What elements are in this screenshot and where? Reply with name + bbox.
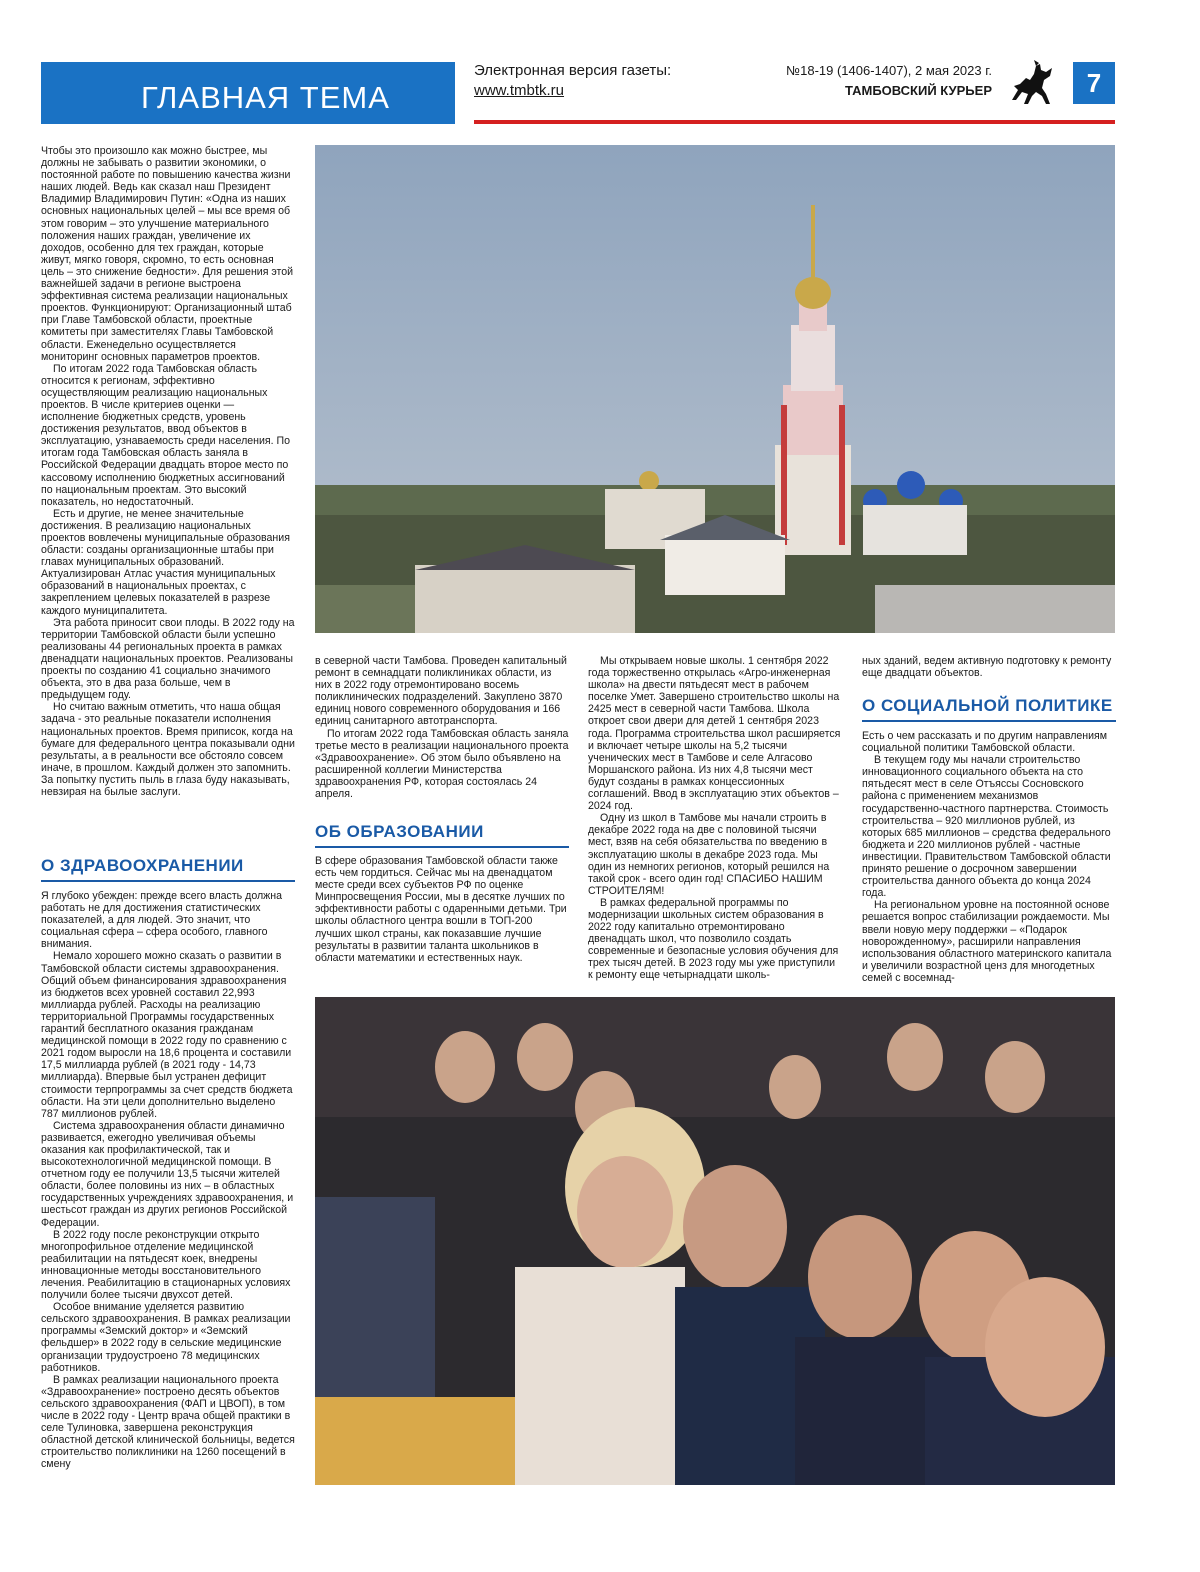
paragraph: Немало хорошего можно сказать о развитии в Тамбовской области системы здравоохранения. Общий объем финансирования здравоохранения из бюджетов всех уровней составил 22,993 миллиарда рублей. Расходы на реализацию территориальной Программы государственных гарантий бесплатного оказания гражданам медицинской помощи в 2022 году по сравнению с 2021 годом выросли на 18,6 процента и составили 17,5 миллиарда рублей (в 2021 году - 14,73 миллиарда). Впервые был устранен дефицит стоимости терпрограммы за счет средств бюджета области. На эти цели дополнительно выделено 787 миллионов рублей. (41, 950, 293, 1120)
paragraph: Есть о чем рассказать и по другим направлениям социальной политики Тамбовской области. (862, 730, 1108, 755)
paragraph: В сфере образования Тамбовской области также есть чем гордиться. Сейчас мы на двенадцатом месте среди всех субъектов РФ по оценке Минпросвещения России, мы в десятке лучших по эффективности работы с одаренными детьми. Три школы областного центра вошли в ТОП-200 лучших школ страны, как показавшие лучшие результаты в развитии таланта школьников в области математики и естественных наук. (315, 855, 567, 964)
column-4-education-end (862, 655, 1116, 685)
edition-info (474, 61, 671, 101)
paragraph: Особое внимание уделяется развитию сельского здравоохранения. В рамках реализации программы «Земский доктор» и «Земский фельдшер» в 2022 году в сельские медицинские организации трудоустроено 78 медицинских работников. (41, 1301, 291, 1374)
paragraph: Эта работа приносит свои плоды. В 2022 году на территории Тамбовской области были успешно реализованы 44 региональных проекта в рамках двенадцати национальных проектов. Реализованы проекты по созданию 41 социально значимого объекта, это в два раза больше, чем в предыдущем году. (41, 616, 295, 702)
edition-label: Электронная версия газеты: (474, 62, 672, 79)
paragraph: Я глубоко убежден: прежде всего власть должна работать не для достижения статистических показателей, а для людей. Это значит, что социальная сфера – сфера особого, главного внимания. (41, 890, 282, 951)
heading-rule (41, 880, 295, 882)
paragraph: В 2022 году после реконструкции открыто многопрофильное отделение медицинской реабилитации на пятьдесят коек, внедрены инновационные методы восстановительного лечения. Реабилитацию в стационарных условиях получили более тысячи двухсот детей. (41, 1228, 291, 1302)
audience-photo (315, 997, 1115, 1485)
paragraph: Одну из школ в Тамбове мы начали строить в декабре 2022 года на две с половиной тысячи мест, взяв на себя обязательства по введению в эксплуатацию школы в декабре 2023 года. Мы один из немногих регионов, который решился на такой срок - всего один год! СПАСИБО НАШИМ СТРОИТЕЛЯМ! (588, 812, 830, 897)
heading-rule (862, 720, 1116, 722)
column-2-healthcare (315, 655, 569, 805)
column-4-social (862, 730, 1116, 983)
issue-number: №18-19 (1406-1407), 2 мая 2023 г. (786, 63, 992, 78)
paragraph: По итогам 2022 года Тамбовская область относится к регионам, эффективно осуществляющим реализацию национальных проектов. В числе критериев оценки — исполнение бюджетных средств, уровень достижения результатов, ввод объектов в эксплуатацию, узнаваемость среди населения. По итогам года Тамбовская область заняла в Российской Федерации двадцать второе место по кассовому исполнению бюджетных ассигнований по национальным проектам. Это высокий показатель, но недостаточный. (41, 362, 291, 508)
paragraph: Но считаю важным отметить, что наша общая задача - это реальные показатели исполнения национальных проектов. Время приписок, когда на бумаге для федерального центра показывали одни результаты, а в реальности все обстояло совсем иначе, в прошлом. Каждый должен это запомнить. За попытку пустить пыль в глаза буду наказывать, невзирая на былые заслуги. (41, 701, 295, 798)
paragraph: Чтобы это произошло как можно быстрее, мы должны не забывать о развитии экономики, о постоянной работе по повышению качества жизни наших людей. Ведь как сказал наш Президент Владимир Владимирович Путин: «Одна из наших основных национальных целей – мы все время об этом говорим – это улучшение материального положения наших граждан, увеличение их доходов, особенно для тех граждан, которые живут, мягко говоря, скромно, то есть основная цель – это снижение бедности». Для решения этой важнейшей задачи в регионе выстроена эффективная система реализации национальных проектов. Функционируют: Организационный штаб при Главе Тамбовской области, проектные комитеты при заместителях Главы Тамбовской области. Еженедельно осуществляется мониторинг основных параметров проектов. (41, 145, 294, 363)
paragraph: В рамках реализации национального проекта «Здравоохранение» построено десять объектов сельского здравоохранения (ФАП и ЦВОП), в том числе в 2022 году - Центр врача общей практики в селе Тулиновка, завершена реконструкция областной детской клинической больницы, ведется строительство поликлиники на 1260 посещений в смену (41, 1373, 295, 1471)
paragraph: ных зданий, ведем активную подготовку к ремонту еще двадцати объектов. (862, 655, 1112, 680)
paragraph: По итогам 2022 года Тамбовская область заняла третье место в реализации национального проекта «Здравоохранение». Об этом было объявлено на расширенной коллегии Министерства здравоохранения РФ, которая состоялась 24 апреля. (315, 727, 569, 801)
section-header-band (41, 62, 455, 124)
heading-education: ОБ ОБРАЗОВАНИИ (315, 822, 484, 841)
heading-healthcare: О ЗДРАВООХРАНЕНИИ (41, 856, 244, 875)
paragraph: Мы открываем новые школы. 1 сентября 2022 года торжественно открылась «Агро-инженерная школа» на двести пятьдесят мест в рабочем поселке Умет. Завершено строительство школы на 2425 мест в северной части Тамбова. Школа откроет свои двери для детей 1 сентября 2023 года. Программа строительства школ расширяется и включает четыре школы на 5,2 тысячи ученических мест в Тамбове и селе Алгасово Моршанского района. Из них 4,8 тысячи мест будут созданы в рамках концессионных соглашений. Ввод в эксплуатацию этих объектов – 2024 год. (588, 655, 841, 813)
column-1-healthcare (41, 890, 295, 1520)
page-number: 7 (1073, 62, 1115, 104)
section-title: ГЛАВНАЯ ТЕМА (141, 80, 390, 115)
column-1-intro (41, 145, 295, 826)
horse-rider-logo-icon (1006, 60, 1058, 108)
monastery-photo (315, 145, 1115, 633)
paragraph: в северной части Тамбова. Проведен капитальный ремонт в семнадцати поликлиниках области, из них в 2022 году отремонтировано восемь поликлинических подразделений. Закуплено 3870 единиц нового современного оборудования и 166 единиц санитарного автотранспорта. (315, 655, 567, 728)
paper-name: ТАМБОВСКИЙ КУРЬЕР (844, 83, 992, 98)
paragraph: На региональном уровне на постоянной основе решается вопрос стабилизации рождаемости. Мы ввели новую меру поддержки – «Подарок новорожденному», расширили направления использования областного материнского капитала и увеличили возрастной ценз для многодетных семей с восемнад- (862, 899, 1112, 983)
column-2-education (315, 855, 569, 985)
issue-info (760, 61, 992, 101)
paragraph: В рамках федеральной программы по модернизации школьных систем образования в 2022 году капитально отремонтировано двенадцать школ, что позволило создать современные и безопасные условия обучения для трех тысяч детей. В 2023 году мы уже приступили к ремонту еще четырнадцати школь- (588, 896, 839, 982)
heading-rule (315, 846, 569, 848)
paragraph: В текущем году мы начали строительство инновационного социального объекта на сто пятьдесят мест в селе Отъяссы Сосновского района с применением механизмов государственно-частного партнерства. Стоимость строительства – 920 миллионов рублей, из которых 685 миллионов – средства федерального бюджета и 220 миллионов рублей - частные инвестиции. Правительством Тамбовской области принято решение о досрочном завершении строительства данного объекта до конца 2024 года. (862, 754, 1111, 900)
column-3-education (588, 655, 842, 983)
heading-social-policy: О СОЦИАЛЬНОЙ ПОЛИТИКЕ (862, 696, 1113, 715)
edition-url-link[interactable]: www.tmbtk.ru (474, 82, 565, 99)
paragraph: Система здравоохранения области динамично развивается, ежегодно увеличивая объемы оказания как профилактической, так и высокотехнологичной медицинской помощи. В отчетном году ее получили 13,5 тысячи жителей области, более половины из них – в областных государственных учреждениях здравоохранения, и шестьсот граждан из других регионов Российской Федерации. (41, 1119, 294, 1229)
paragraph: Есть и другие, не менее значительные достижения. В реализацию национальных проектов вовлечены муниципальные образования области: созданы организационные штабы при главах муниципальных образований. Актуализирован Атлас участия муниципальных образований в национальных проектах, с закреплением целевых показателей в разрезе каждого муниципалитета. (41, 507, 290, 617)
header-red-rule (474, 120, 1115, 124)
